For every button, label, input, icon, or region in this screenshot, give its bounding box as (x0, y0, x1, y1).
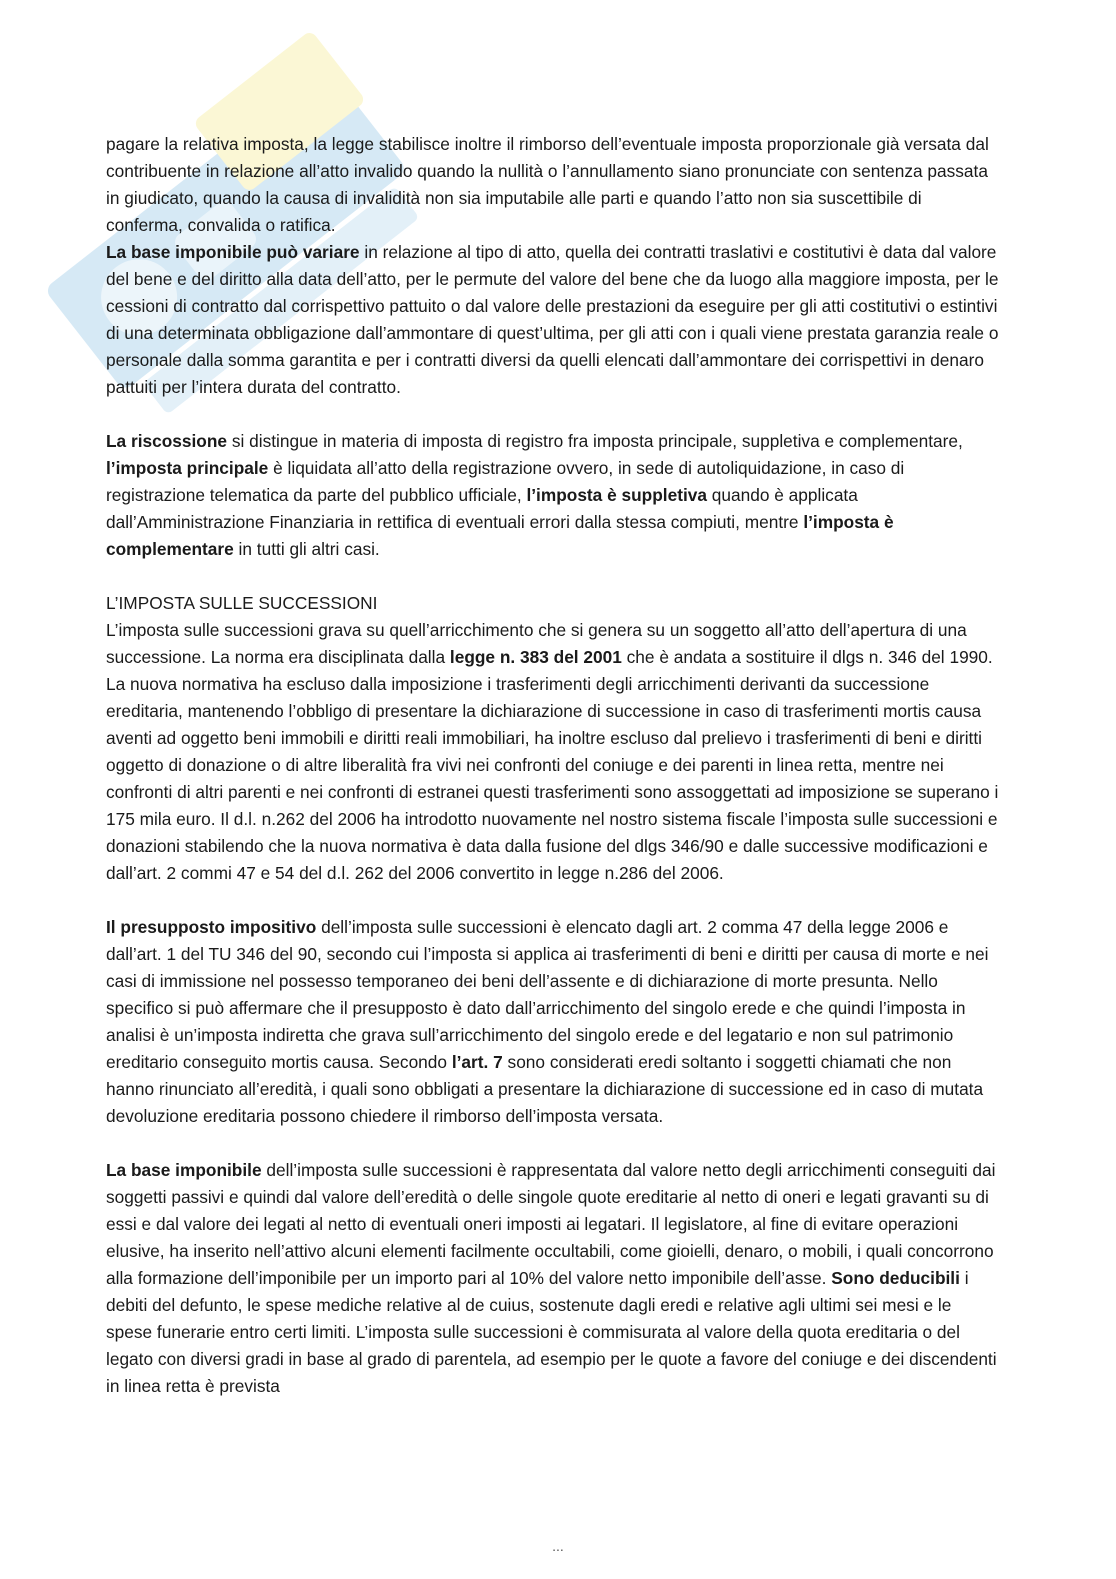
bold-phrase: l’imposta è suppletiva (526, 485, 707, 505)
paragraph-text: L’imposta sulle successioni grava su quell’arricchimento che si genera su un soggetto all’atto dell’apertura di una successione. La norma era disciplinata dalla (106, 620, 967, 667)
bold-phrase: La base imponibile può variare (106, 242, 360, 262)
paragraph-imposta-successioni (106, 617, 1002, 887)
paragraph-text: in tutti gli altri casi. (233, 539, 380, 559)
paragraph-text: dell’imposta sulle successioni è elencato dagli art. 2 comma 47 della legge 2006 e dall’art. 1 del TU 346 del 90, secondo cui l’imposta si applica ai trasferimenti di beni e diritti per causa di morte e nei casi di immissione nel possesso temporaneo dei beni dell’assente e di dichiarazione di morte presunta. Nello specifico si può affermare che il presupposto è dato dall’arricchimento del singolo erede e che quindi l’imposta in analisi è un’imposta indiretta che grava sull’arricchimento del singolo erede e del legatario e non sul patrimonio ereditario conseguito mortis causa. Secondo (106, 917, 989, 1072)
paragraph-text: dell’imposta sulle successioni è rappresentata dal valore netto degli arricchimenti conseguiti dai soggetti passivi e quindi dal valore dell’eredità o delle singole quote ereditarie al netto di oneri e legati gravanti su di essi e dal valore dei legati al netto di eventuali oneri imposti ai legatari. Il legislatore, al fine di evitare operazioni elusive, ha inserito nell’attivo alcuni elementi facilmente occultabili, come gioielli, denaro, o mobili, i quali concorrono alla formazione dell’imponibile per un importo pari al 10% del valore netto imponibile dell’asse. (106, 1160, 996, 1288)
paragraph-base-imponibile-successioni (106, 1157, 1002, 1400)
section-heading: L’IMPOSTA SULLE SUCCESSIONI (106, 593, 378, 613)
paragraph-gap (106, 401, 1002, 428)
paragraph-text: sono considerati eredi soltanto i soggetti chiamati che non hanno rinunciato all’eredità, i quali sono obbligati a presentare la dichiarazione di successione ed in caso di mutata devoluzione ereditaria possono chiedere il rimborso dell’imposta versata. (106, 1052, 984, 1126)
document-page (106, 131, 1002, 1400)
bold-phrase: Sono deducibili (831, 1268, 960, 1288)
paragraph-text: si distingue in materia di imposta di registro fra imposta principale, suppletiva e complementare, (227, 431, 963, 451)
bold-phrase: Il presupposto impositivo (106, 917, 317, 937)
bold-phrase: La riscossione (106, 431, 228, 451)
paragraph-text: i debiti del defunto, le spese mediche relative al de cuius, sostenute dagli eredi e relative agli ultimi sei mesi e le spese funerarie entro certi limiti. L’imposta sulle successioni è commisurata al valore della quota ereditaria o del legato con diversi gradi in base al grado di parentela, ad esempio per le quote a favore del coniuge e dei discendenti in linea retta è prevista (106, 1268, 997, 1396)
paragraph-presupposto (106, 914, 1002, 1130)
paragraph-text: quando è applicata dall’Amministrazione Finanziaria in rettifica di eventuali errori dalla stessa compiuti, mentre (106, 485, 858, 532)
paragraph-text: è liquidata all’atto della registrazione ovvero, in sede di autoliquidazione, in caso di registrazione telematica da parte del pubblico ufficiale, (106, 458, 905, 505)
paragraph-rimborso: pagare la relativa imposta, la legge stabilisce inoltre il rimborso dell’eventuale imposta proporzionale già versata dal contribuente in relazione all’atto invalido quando la nullità o l’annullamento siano pronunciate con sentenza passata in giudicato, quando la causa di invalidità non sia imputabile alle parti e quando l’atto non sia suscettibile di conferma, convalida o ratifica. (106, 134, 989, 235)
page-footer: ... (552, 1538, 564, 1554)
paragraph-base-imponibile-registro (106, 239, 1002, 401)
bold-phrase: l’imposta principale (106, 458, 269, 478)
paragraph-text: che è andata a sostituire il dlgs n. 346 del 1990. La nuova normativa ha escluso dalla imposizione i trasferimenti degli arricchimenti derivanti da successione ereditaria, mantenendo l’obbligo di presentare la dichiarazione di successione in caso di trasferimenti mortis causa aventi ad oggetto beni immobili e diritti reali immobiliari, ha inoltre escluso dal prelievo i trasferimenti di beni e diritti oggetto di donazione o di altre liberalità fra vivi nei confronti del coniuge e dei parenti in linea retta, mentre nei confronti di altri parenti e nei confronti di estranei questi trasferimenti sono assoggettati ad imposizione se superano i 175 mila euro. Il d.l. n.262 del 2006 ha introdotto nuovamente nel nostro sistema fiscale l’imposta sulle successioni e donazioni stabilendo che la nuova normativa è data dalla fusione del dlgs 346/90 e dalle successive modificazioni e dall’art. 2 commi 47 e 54 del d.l. 262 del 2006 convertito in legge n.286 del 2006. (106, 647, 999, 883)
bold-phrase: l’art. 7 (451, 1052, 503, 1072)
bold-phrase: La base imponibile (106, 1160, 262, 1180)
paragraph-riscossione (106, 428, 1002, 563)
paragraph-gap (106, 1130, 1002, 1157)
paragraph-gap (106, 563, 1002, 590)
bold-phrase: legge n. 383 del 2001 (449, 647, 622, 667)
paragraph-text: in relazione al tipo di atto, quella dei contratti traslativi e costitutivi è data dal valore del bene e del diritto alla data dell’atto, per le permute del valore del bene che da luogo alla maggiore imposta, per le cessioni di contratto dal corrispettivo pattuito o dal valore delle prestazioni da eseguire per gli atti costitutivi o estintivi di una determinata obbligazione dall’ammontare di quest’ultima, per gli atti con i quali viene prestata garanzia reale o personale dalla somma garantita e per i contratti diversi da quelli elencati dall’ammontare dei corrispettivi in denaro pattuiti per l’intera durata del contratto. (106, 242, 999, 397)
paragraph-gap (106, 887, 1002, 914)
bold-phrase: l’imposta è complementare (106, 512, 894, 559)
